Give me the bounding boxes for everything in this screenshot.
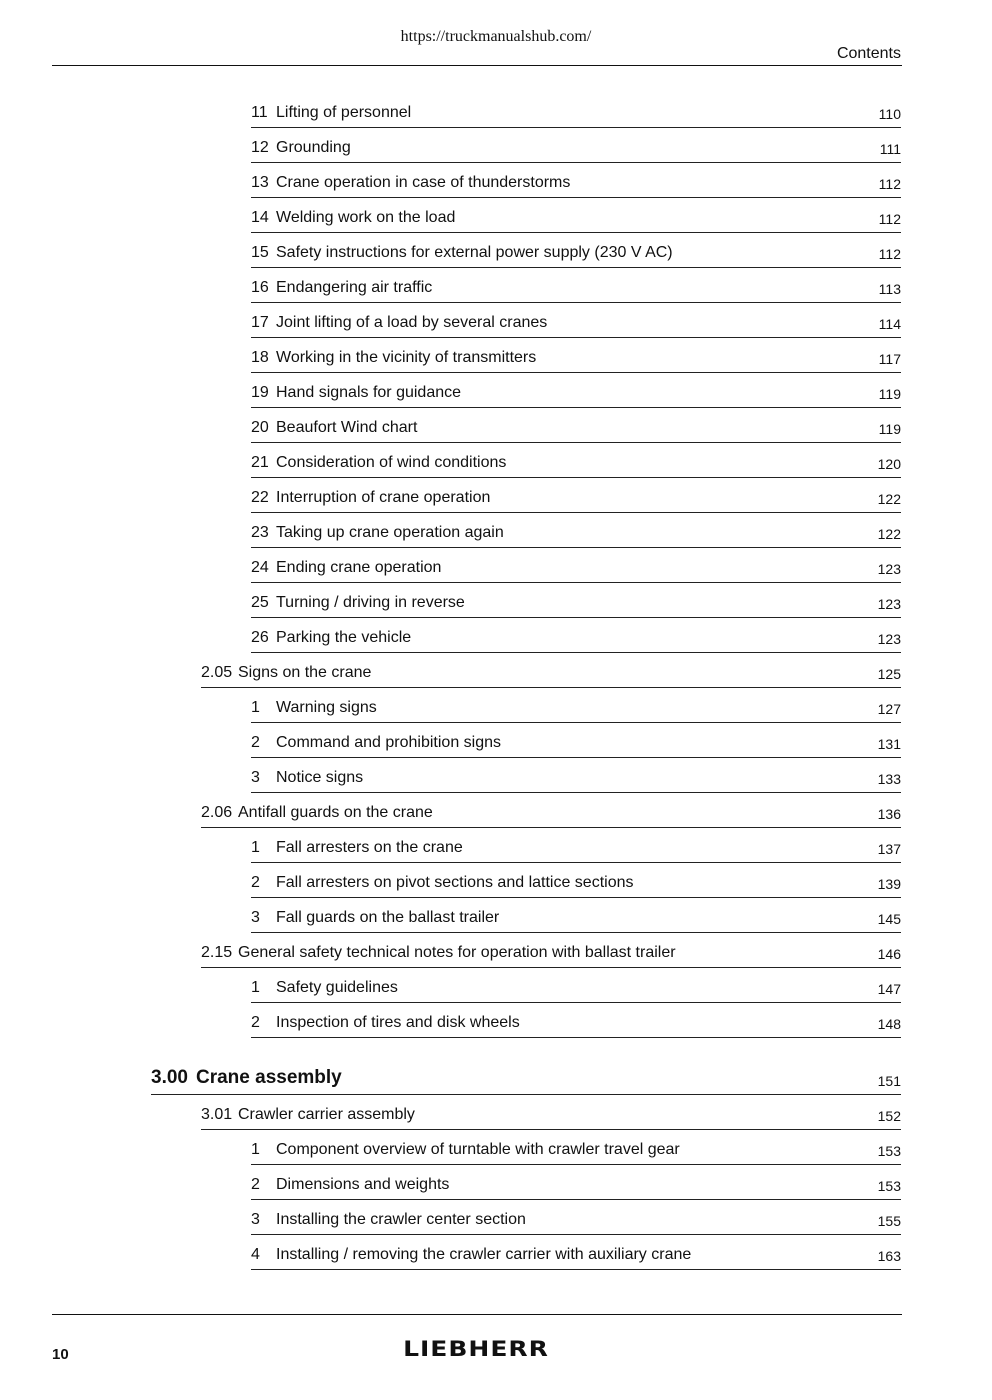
toc-entry-page: 119 (878, 421, 901, 437)
toc-entry-number: 2 (251, 1014, 260, 1031)
toc-entry-title: Warning signs (276, 699, 377, 716)
toc-entry-number: 25 (251, 594, 269, 611)
toc-entry-title: Crawler carrier assembly (238, 1106, 415, 1123)
toc-entry-number: 15 (251, 244, 269, 261)
toc-entry-title: Parking the vehicle (276, 629, 412, 646)
toc-entry-page: 127 (877, 701, 901, 717)
toc-entry-page: 114 (878, 316, 901, 332)
toc-entry-number: 26 (251, 629, 269, 646)
header-rule (52, 65, 902, 66)
toc-entry-number: 4 (251, 1246, 260, 1263)
toc-entry-title: Working in the vicinity of transmitters (276, 349, 537, 366)
toc-entry-title: Inspection of tires and disk wheels (276, 1014, 520, 1031)
toc-entry-page: 117 (878, 351, 901, 367)
toc-entry[interactable] (251, 1200, 901, 1235)
toc-entry-title: Fall arresters on the crane (276, 839, 463, 856)
toc-entry-page: 119 (878, 386, 901, 402)
toc-entry-title: Ending crane operation (276, 559, 442, 576)
toc-entry-title: General safety technical notes for operation with ballast trailer (238, 944, 676, 961)
toc-entry-title: Fall guards on the ballast trailer (276, 909, 500, 926)
toc-entry-page: 112 (878, 211, 901, 227)
toc-entry-title: Component overview of turntable with crawler travel gear (276, 1141, 680, 1158)
toc-entry-page: 137 (877, 841, 901, 857)
toc-entry-title: Command and prohibition signs (276, 734, 502, 751)
toc-entry-page: 155 (877, 1213, 901, 1229)
toc-entry[interactable] (251, 1165, 901, 1200)
toc-entry-number: 24 (251, 559, 269, 576)
toc-entry-number: 12 (251, 139, 269, 156)
toc-entry[interactable] (251, 548, 901, 583)
toc-entry[interactable] (251, 128, 901, 163)
toc-entry-title: Fall arresters on pivot sections and lattice sections (276, 874, 634, 891)
toc-entry-number: 17 (251, 314, 269, 331)
toc-entry-title: Taking up crane operation again (276, 524, 504, 541)
page-number: 10 (52, 1346, 69, 1363)
toc-entry-number: 2.05 (201, 664, 233, 681)
toc-entry-number: 21 (251, 454, 269, 471)
toc-entry-number: 11 (251, 104, 268, 121)
toc-entry-number: 1 (251, 699, 260, 716)
toc-entry-title: Antifall guards on the crane (238, 804, 433, 821)
toc-entry-number: 22 (251, 489, 269, 506)
toc-entry-number: 3.01 (201, 1106, 233, 1123)
toc-entry-number: 1 (251, 839, 260, 856)
toc-entry[interactable] (251, 408, 901, 443)
footer-rule (52, 1314, 902, 1315)
toc-entry[interactable] (251, 828, 901, 863)
toc-entry-page: 153 (877, 1178, 901, 1194)
toc-entry[interactable] (251, 863, 901, 898)
toc-entry-title: Safety guidelines (276, 979, 398, 996)
toc-entry-title: Consideration of wind conditions (276, 454, 507, 471)
toc-entry[interactable] (251, 583, 901, 618)
toc-entry-title: Safety instructions for external power supply (230 V AC) (276, 244, 673, 261)
toc-entry-title: Interruption of crane operation (276, 489, 491, 506)
toc-entry[interactable] (251, 198, 901, 233)
toc-entry-number: 3.00 (151, 1067, 188, 1088)
toc-entry-title: Welding work on the load (276, 209, 456, 226)
toc-entry-page: 122 (877, 491, 901, 507)
toc-entry-number: 16 (251, 279, 269, 296)
toc-entry[interactable] (201, 933, 901, 968)
toc-entry-page: 145 (877, 911, 901, 927)
toc-entry-page: 146 (877, 946, 901, 962)
toc-entry-page: 110 (878, 106, 901, 122)
toc-entry-page: 133 (877, 771, 901, 787)
toc-entry-page: 147 (877, 981, 901, 997)
toc-entry-page: 148 (877, 1016, 901, 1032)
toc-entry[interactable] (201, 1095, 901, 1130)
toc-entry-number: 19 (251, 384, 269, 401)
toc-entry[interactable] (251, 233, 901, 268)
toc-entry-title: Hand signals for guidance (276, 384, 462, 401)
toc-entry[interactable] (251, 758, 901, 793)
toc-entry-title: Crane operation in case of thunderstorms (276, 174, 571, 191)
toc-entry-title: Dimensions and weights (276, 1176, 450, 1193)
toc-entry-title: Endangering air traffic (276, 279, 433, 296)
toc-entry-page: 136 (877, 806, 901, 822)
toc-entry-number: 23 (251, 524, 269, 541)
toc-entry-page: 112 (878, 246, 901, 262)
toc-entry-number: 13 (251, 174, 269, 191)
toc-entry-page: 125 (877, 666, 901, 682)
toc-entry-page: 153 (877, 1143, 901, 1159)
toc-entry-number: 20 (251, 419, 269, 436)
toc-entry[interactable] (201, 653, 901, 688)
toc-entry-title: Beaufort Wind chart (276, 419, 418, 436)
toc-entry-number: 2 (251, 874, 260, 891)
toc-entry-number: 2 (251, 1176, 260, 1193)
toc-entry-number: 3 (251, 1211, 260, 1228)
liebherr-logo: LIEBHERR (403, 1336, 549, 1361)
toc-entry-page: 123 (877, 561, 901, 577)
toc-entry-number: 3 (251, 909, 260, 926)
toc-entry[interactable] (251, 968, 901, 1003)
toc-entry-title: Joint lifting of a load by several cranes (276, 314, 548, 331)
toc-entry[interactable] (251, 478, 901, 513)
toc-entry[interactable] (201, 793, 901, 828)
toc-entry[interactable] (251, 1003, 901, 1038)
toc-entry-number: 2 (251, 734, 260, 751)
toc-entry-page: 151 (877, 1073, 901, 1089)
toc-entry-page: 123 (877, 596, 901, 612)
toc-entry[interactable] (251, 163, 901, 198)
toc-entry[interactable] (251, 373, 901, 408)
toc-entry-page: 123 (877, 631, 901, 647)
toc-entry-page: 120 (877, 456, 901, 472)
toc-entry[interactable] (151, 1060, 901, 1095)
toc-entry-page: 112 (878, 176, 901, 192)
toc-entry-number: 2.15 (201, 944, 233, 961)
toc-entry[interactable] (251, 268, 901, 303)
toc-entry-number: 18 (251, 349, 269, 366)
toc-entry-page: 111 (879, 141, 901, 157)
toc-entry[interactable] (251, 723, 901, 758)
toc-entry-number: 2.06 (201, 804, 233, 821)
toc-entry-title: Installing / removing the crawler carrier with auxiliary crane (276, 1246, 692, 1263)
toc-entry[interactable] (251, 618, 901, 653)
toc-entry-page: 163 (877, 1248, 901, 1264)
toc-entry[interactable] (251, 1235, 901, 1270)
toc-entry[interactable] (251, 303, 901, 338)
toc-entry[interactable] (251, 688, 901, 723)
toc-entry-page: 131 (877, 736, 901, 752)
toc-entry-page: 152 (877, 1108, 901, 1124)
toc-entry-title: Grounding (276, 139, 351, 156)
toc-entry-page: 113 (878, 281, 901, 297)
toc-entry-title: Notice signs (276, 769, 364, 786)
toc-entry-title: Lifting of personnel (276, 104, 412, 121)
toc-entry-title: Installing the crawler center section (276, 1211, 526, 1228)
toc-entry-number: 1 (251, 979, 260, 996)
toc-entry[interactable] (251, 443, 901, 478)
toc-entry-title: Signs on the crane (238, 664, 372, 681)
source-url: https://truckmanualshub.com/ (400, 28, 592, 45)
running-header-section: Contents (836, 45, 901, 62)
toc-entry-page: 122 (877, 526, 901, 542)
toc-entry[interactable] (251, 338, 901, 373)
toc-entry-number: 14 (251, 209, 269, 226)
toc-entry-number: 3 (251, 769, 260, 786)
toc-entry-number: 1 (251, 1141, 260, 1158)
toc-entry[interactable] (251, 1130, 901, 1165)
toc-entry-title: Turning / driving in reverse (276, 594, 465, 611)
toc-entry-page: 139 (877, 876, 901, 892)
toc-entry[interactable] (251, 898, 901, 933)
toc-entry[interactable] (251, 513, 901, 548)
toc-entry[interactable] (251, 93, 901, 128)
toc-entry-title: Crane assembly (196, 1067, 342, 1088)
